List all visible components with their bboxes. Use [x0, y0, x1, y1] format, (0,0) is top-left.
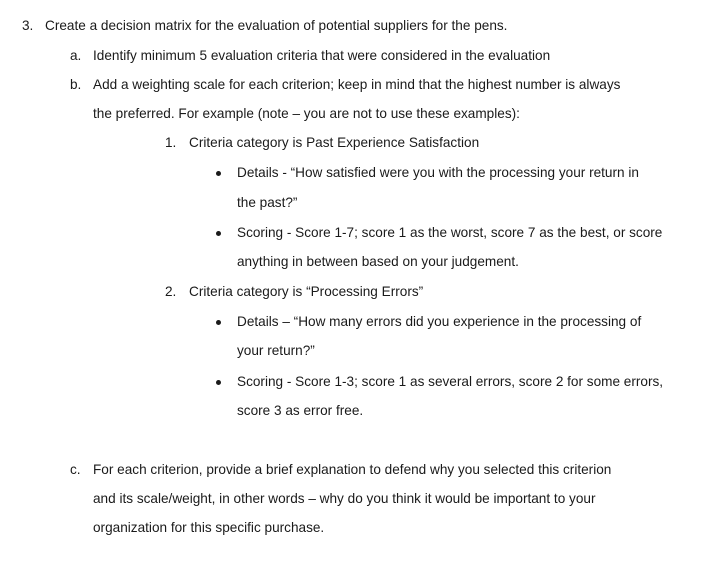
item-b-line1: Add a weighting scale for each criterion; keep in mind that the highest number is always [93, 77, 621, 92]
example-2-details-line1: Details – “How many errors did you experience in the processing of [237, 314, 642, 329]
item-b-letter: b. [70, 77, 82, 92]
example-1-number: 1. [165, 135, 177, 150]
example-1-details-line1: Details - “How satisfied were you with the processing your return in [237, 165, 639, 180]
item-c-letter: c. [70, 462, 81, 477]
example-2-scoring-line1: Scoring - Score 1-3; score 1 as several errors, score 2 for some errors, [237, 374, 664, 389]
item-3-number: 3. [22, 18, 34, 33]
bullet-icon [216, 231, 221, 236]
item-3-text: Create a decision matrix for the evaluation of potential suppliers for the pens. [45, 18, 508, 33]
example-1-details-line2: the past?” [237, 195, 298, 210]
bullet-icon [216, 380, 221, 385]
bullet-icon [216, 320, 221, 325]
example-1-text: Criteria category is Past Experience Satisfaction [189, 135, 480, 150]
item-c-line2: and its scale/weight, in other words – why do you think it would be important to your [93, 491, 596, 506]
bullet-icon [216, 171, 221, 176]
item-c-line3: organization for this specific purchase. [93, 520, 325, 535]
item-c-line1: For each criterion, provide a brief explanation to defend why you selected this criterion [93, 462, 612, 477]
example-1-scoring-line1: Scoring - Score 1-7; score 1 as the worst, score 7 as the best, or score [237, 225, 663, 240]
item-a-text: Identify minimum 5 evaluation criteria that were considered in the evaluation [93, 48, 551, 63]
example-2-text: Criteria category is “Processing Errors” [189, 284, 424, 299]
example-2-details-line2: your return?” [237, 343, 315, 358]
example-1-scoring-line2: anything in between based on your judgement. [237, 254, 519, 269]
item-a-letter: a. [70, 48, 82, 63]
example-2-number: 2. [165, 284, 177, 299]
example-2-scoring-line2: score 3 as error free. [237, 403, 364, 418]
item-b-line2: the preferred. For example (note – you are not to use these examples): [93, 106, 520, 121]
